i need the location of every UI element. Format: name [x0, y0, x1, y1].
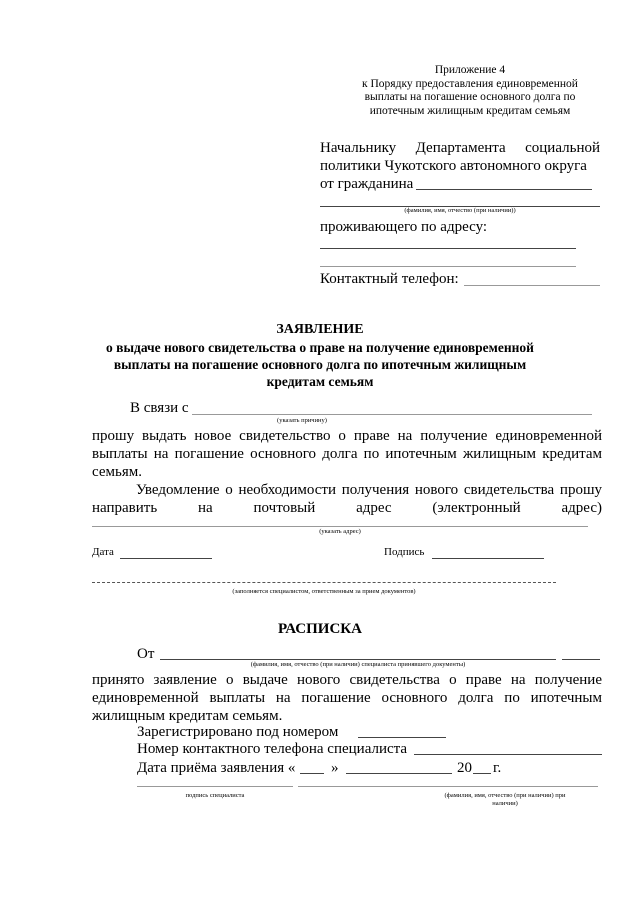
- statement-subtitle-line-1: о выдаче нового свидетельства о праве на получение единовременной: [106, 340, 534, 355]
- signature-field[interactable]: [432, 558, 544, 559]
- citizen-name-hint: (фамилия, имя, отчество (при наличии)): [404, 207, 516, 214]
- specialist-note: (заполняется специалистом, ответственным за прием документов): [232, 588, 416, 595]
- statement-subtitle: [80, 339, 560, 390]
- appendix-line-4: ипотечным жилищным кредитам семьям: [369, 104, 571, 117]
- contact-phone-label: Контактный телефон:: [320, 271, 459, 287]
- notify-line-1: Уведомление о необходимости получения нового свидетельства прошу: [136, 482, 602, 498]
- date-label: Дата: [92, 546, 114, 558]
- addressee-line-1: Начальнику Департамента социальной: [320, 140, 600, 156]
- reason-field[interactable]: [192, 414, 592, 415]
- date-field[interactable]: [120, 558, 212, 559]
- statement-title: ЗАЯВЛЕНИЕ: [276, 322, 364, 337]
- request-paragraph: [92, 427, 602, 481]
- registered-label: Зарегистрировано под номером: [137, 724, 339, 740]
- statement-subtitle-line-2: выплаты на погашение основного долга по ипотечным жилищным: [113, 357, 527, 372]
- specialist-name-field[interactable]: [160, 659, 556, 660]
- accepted-paragraph: [92, 671, 602, 725]
- residence-field-2[interactable]: [320, 266, 576, 267]
- acceptance-year-prefix: 20: [457, 760, 472, 776]
- addressee-line-2: политики Чукотского автономного округа: [320, 158, 587, 174]
- appendix-line-3: выплаты на погашение основного долга по: [364, 91, 576, 103]
- notify-line-2: направить на почтовый адрес (электронный адрес): [92, 500, 602, 516]
- specialist-fio-hint-line-2: наличии): [492, 800, 518, 807]
- acceptance-month-field[interactable]: [346, 773, 452, 774]
- reason-hint: (указать причину): [277, 417, 327, 424]
- residence-label: проживающего по адресу:: [320, 219, 488, 235]
- specialist-phone-label: Номер контактного телефона специалиста: [137, 741, 408, 757]
- specialist-name-hint: (фамилия, имя, отчество (при наличии) специалиста принявшего документы): [250, 661, 466, 668]
- specialist-signature-hint: подпись специалиста: [185, 792, 245, 799]
- request-line-3: семьям.: [92, 464, 142, 480]
- address-field[interactable]: [92, 526, 588, 527]
- appendix-line-2: к Порядку предоставления единовременной: [362, 77, 578, 90]
- reason-label: В связи с: [130, 400, 189, 416]
- specialist-phone-field[interactable]: [414, 754, 602, 755]
- request-line-2: выплаты на погашение основного долга по ипотечным жилищным кредитам: [92, 446, 602, 462]
- specialist-separator: [92, 582, 556, 583]
- address-hint: (указать адрес): [319, 528, 361, 535]
- acceptance-year-suffix: г.: [493, 760, 502, 776]
- signature-label: Подпись: [384, 546, 425, 558]
- contact-phone-field[interactable]: [464, 285, 600, 286]
- acceptance-date-label: Дата приёма заявления «: [137, 760, 296, 776]
- specialist-fio-field[interactable]: [298, 786, 598, 787]
- accepted-line-2: единовременной выплаты на погашение основного долга по ипотечным: [92, 690, 602, 706]
- specialist-name-field-extra[interactable]: [562, 659, 600, 660]
- specialist-fio-hint-line-1: (фамилия, имя, отчество (при наличии) при: [444, 792, 566, 799]
- appendix-header: [340, 64, 600, 118]
- accepted-line-1: принято заявление о выдаче нового свидетельства о праве на получение: [92, 672, 602, 688]
- receipt-from-label: От: [137, 646, 155, 662]
- request-line-1: прошу выдать новое свидетельство о праве на получение единовременной: [92, 428, 602, 444]
- acceptance-day-field[interactable]: [300, 773, 324, 774]
- statement-subtitle-line-3: кредитам семьям: [266, 374, 374, 389]
- receipt-title: РАСПИСКА: [277, 621, 363, 637]
- residence-field-1[interactable]: [320, 248, 576, 249]
- appendix-line-1: Приложение 4: [434, 64, 506, 76]
- accepted-line-3: жилищным кредитам семьям.: [92, 708, 283, 724]
- specialist-fio-hint: [420, 792, 590, 808]
- acceptance-year-field[interactable]: [473, 773, 491, 774]
- specialist-signature-field[interactable]: [137, 786, 293, 787]
- from-citizen-label: от гражданина: [320, 176, 414, 192]
- registration-number-field[interactable]: [358, 737, 446, 738]
- acceptance-date-quote-close: »: [331, 760, 339, 776]
- citizen-name-field[interactable]: [416, 189, 592, 190]
